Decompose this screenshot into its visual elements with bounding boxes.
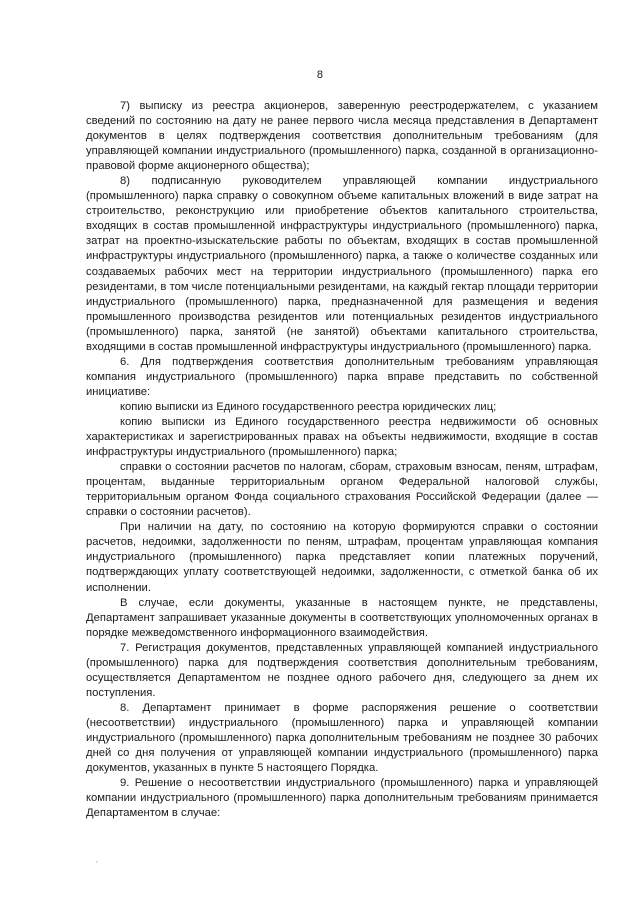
paragraph: 7. Регистрация документов, представленных управляющей компанией индустриального (промышленного) парка для подтверждения соответствия дополнительным требованиям, осуществляется Департаментом не позднее одного рабочего дня, следующего за днем их поступления. <box>86 641 598 699</box>
document-body <box>86 99 598 821</box>
paragraph: 8) подписанную руководителем управляющей компании индустриального (промышленного) парка справку о совокупном объеме капитальных вложений в виде затрат на строительство, реконструкцию или приобретение объектов капитального строительства, входящих в состав промышленной инфраструктуры индустриального (промышленного) парка, затрат на проектно-изыскательские работы по объектам, входящих в состав промышленной инфраструктуры индустриального (промышленного) парка, а также о количестве созданных или создаваемых рабочих мест на территории индустриального (промышленного) парка его резидентами, в том числе потенциальными резидентами, на каждый гектар площади территории индустриального (промышленного) парка, предназначенной для размещения и ведения промышленного производства резидентов или потенциальных резидентов индустриального (промышленного) парка, занятой (не занятой) объектами капитального строительства, входящими в состав промышленной инфраструктуры индустриального (промышленного) парка. <box>86 175 598 353</box>
paragraph: 7) выписку из реестра акционеров, заверенную реестродержателем, с указанием сведений по состоянию на дату не ранее первого числа месяца представления в Департамент документов в целях подтверждения соответствия дополнительным требованиям (для управляющей компании индустриального (промышленного) парка, созданной в организационно-правовой форме акционерного общества); <box>86 100 598 173</box>
paragraph: копию выписки из Единого государственного реестра юридических лиц; <box>120 400 497 413</box>
scan-mark: ‚ <box>96 855 98 864</box>
paragraph: 9. Решение о несоответствии индустриального (промышленного) парка и управляющей компании индустриального (промышленного) парка дополнительным требованиям принимается Департаментом в случае: <box>86 777 598 820</box>
paragraph: копию выписки из Единого государственного реестра недвижимости об основных характеристиках и зарегистрированных правах на объекты недвижимости, входящие в состав инфраструктуры индустриального (промышленного) парка; <box>86 415 598 459</box>
paragraph: справки о состоянии расчетов по налогам, сборам, страховым взносам, пеням, штрафам, процентам, выданные территориальным органом Федеральной налоговой службы, территориальным органом Фонда социального страхования Российской Федерации (далее — справки о состоянии расчетов). <box>86 461 598 519</box>
paragraph: При наличии на дату, по состоянию на которую формируются справки о состоянии расчетов, недоимки, задолженности по пеням, штрафам, процентам управляющая компания индустриального (промышленного) парка представляет копии платежных поручений, подтверждающих уплату соответствующей недоимки, задолженности, с отметкой банка об их исполнении. <box>86 521 598 594</box>
paragraph: 8. Департамент принимает в форме распоряжения решение о соответствии (несоответствии) индустриального (промышленного) парка и управляющей компании индустриального (промышленного) парка дополнительным требованиям не позднее 30 рабочих дней со дня получения от управляющей компании индустриального (промышленного) парка документов, указанных в пункте 5 настоящего Порядка. <box>86 701 598 775</box>
page-number: 8 <box>316 69 324 81</box>
paragraph: 6. Для подтверждения соответствия дополнительным требованиям управляющая компания индустриального (промышленного) парка вправе представить по собственной инициативе: <box>86 355 598 398</box>
paragraph: В случае, если документы, указанные в настоящем пункте, не представлены, Департамент запрашивает указанные документы в соответствующих уполномоченных органах в порядке межведомственного информационного взаимодействия. <box>86 596 598 639</box>
